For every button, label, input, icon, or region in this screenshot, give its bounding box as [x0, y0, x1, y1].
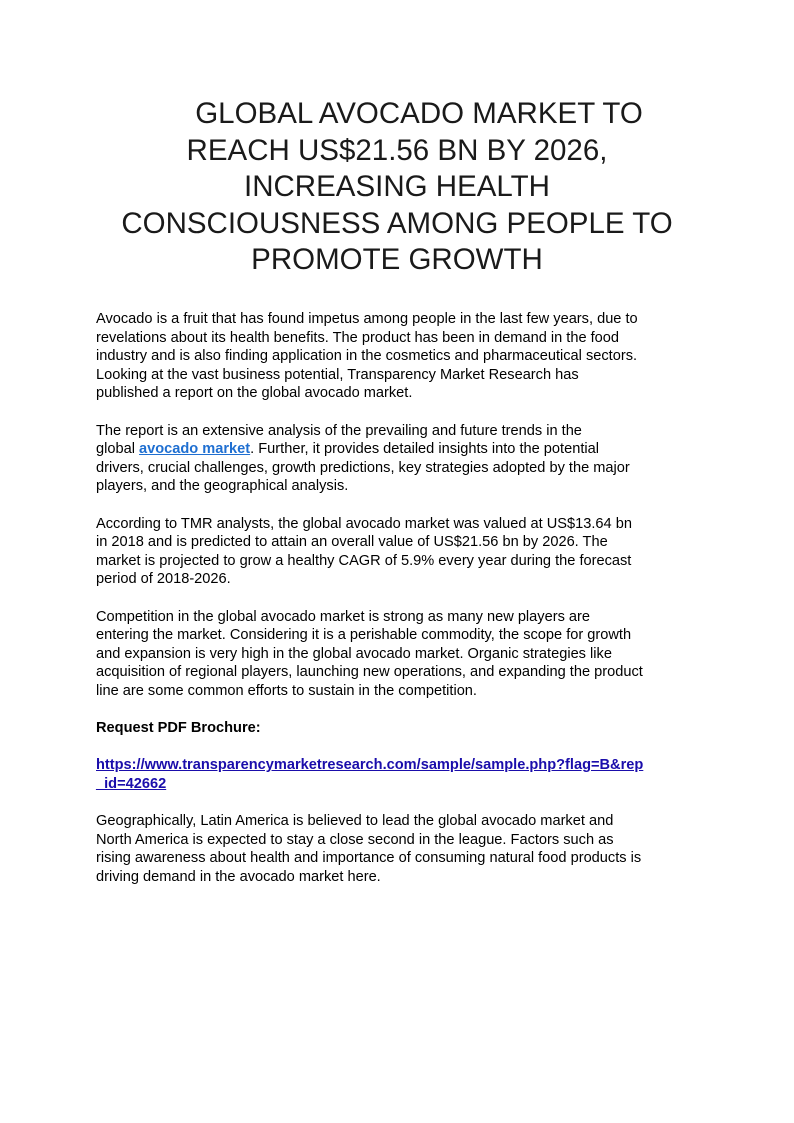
- text-line: [96, 440, 706, 459]
- intro-paragraph: [96, 310, 706, 403]
- text-line: rising awareness about health and importance of consuming natural food products is: [96, 850, 642, 867]
- competition-paragraph: [96, 608, 706, 701]
- report-paragraph: [96, 422, 706, 496]
- brochure-label: Request PDF Brochure:: [96, 720, 261, 737]
- title-line: INCREASING HEALTH: [244, 170, 550, 203]
- text-line: acquisition of regional players, launching new operations, and expanding the product: [96, 664, 643, 681]
- text-line: According to TMR analysts, the global avocado market was valued at US$13.64 bn: [96, 515, 632, 532]
- text-line: Competition in the global avocado market is strong as many new players are: [96, 608, 591, 625]
- text-line: industry and is also finding application in the cosmetics and pharmaceutical sectors.: [96, 348, 638, 365]
- text-line: Looking at the vast business potential, Transparency Market Research has: [96, 366, 579, 383]
- text-line: period of 2018-2026.: [96, 571, 231, 588]
- text-line: driving demand in the avocado market here.: [96, 868, 381, 885]
- text-line: players, and the geographical analysis.: [96, 478, 349, 495]
- text-line: published a report on the global avocado market.: [96, 385, 413, 402]
- text-line: and expansion is very high in the global avocado market. Organic strategies like: [96, 645, 612, 662]
- title-line: REACH US$21.56 BN BY 2026,: [186, 133, 608, 167]
- text-line: line are some common efforts to sustain in the competition.: [96, 682, 477, 699]
- text-line: revelations about its health benefits. The product has been in demand in the food: [96, 329, 620, 346]
- valuation-paragraph: [96, 515, 706, 589]
- text-segment: . Further, it provides detailed insights into the potential: [250, 441, 599, 458]
- text-line: in 2018 and is predicted to attain an overall value of US$21.56 bn by 2026. The: [96, 534, 608, 551]
- text-line: Geographically, Latin America is believed to lead the global avocado market and: [96, 813, 614, 830]
- brochure-url-link[interactable]: [96, 756, 706, 793]
- text-line: market is projected to grow a healthy CAGR of 5.9% every year during the forecast: [96, 552, 632, 569]
- text-line: The report is an extensive analysis of the prevailing and future trends in the: [96, 422, 582, 439]
- title-line: GLOBAL AVOCADO MARKET TO: [195, 97, 643, 130]
- text-line: North America is expected to stay a close second in the league. Factors such as: [96, 831, 614, 848]
- brochure-url-paragraph: [96, 756, 706, 793]
- title-line: CONSCIOUSNESS AMONG PEOPLE TO: [121, 206, 673, 240]
- geography-paragraph: [96, 812, 706, 886]
- title-line: PROMOTE GROWTH: [251, 243, 543, 276]
- text-segment: global: [96, 441, 140, 458]
- url-line: _id=42662: [96, 775, 167, 792]
- text-line: entering the market. Considering it is a perishable commodity, the scope for growth: [96, 627, 632, 644]
- avocado-market-link[interactable]: avocado market: [139, 441, 251, 458]
- url-line: https://www.transparencymarketresearch.com/sample/sample.php?flag=B&rep: [96, 757, 644, 774]
- document-title: [90, 96, 704, 279]
- document-body: [96, 310, 706, 905]
- text-line: drivers, crucial challenges, growth predictions, key strategies adopted by the major: [96, 459, 630, 476]
- text-line: Avocado is a fruit that has found impetus among people in the last few years, due to: [96, 311, 638, 327]
